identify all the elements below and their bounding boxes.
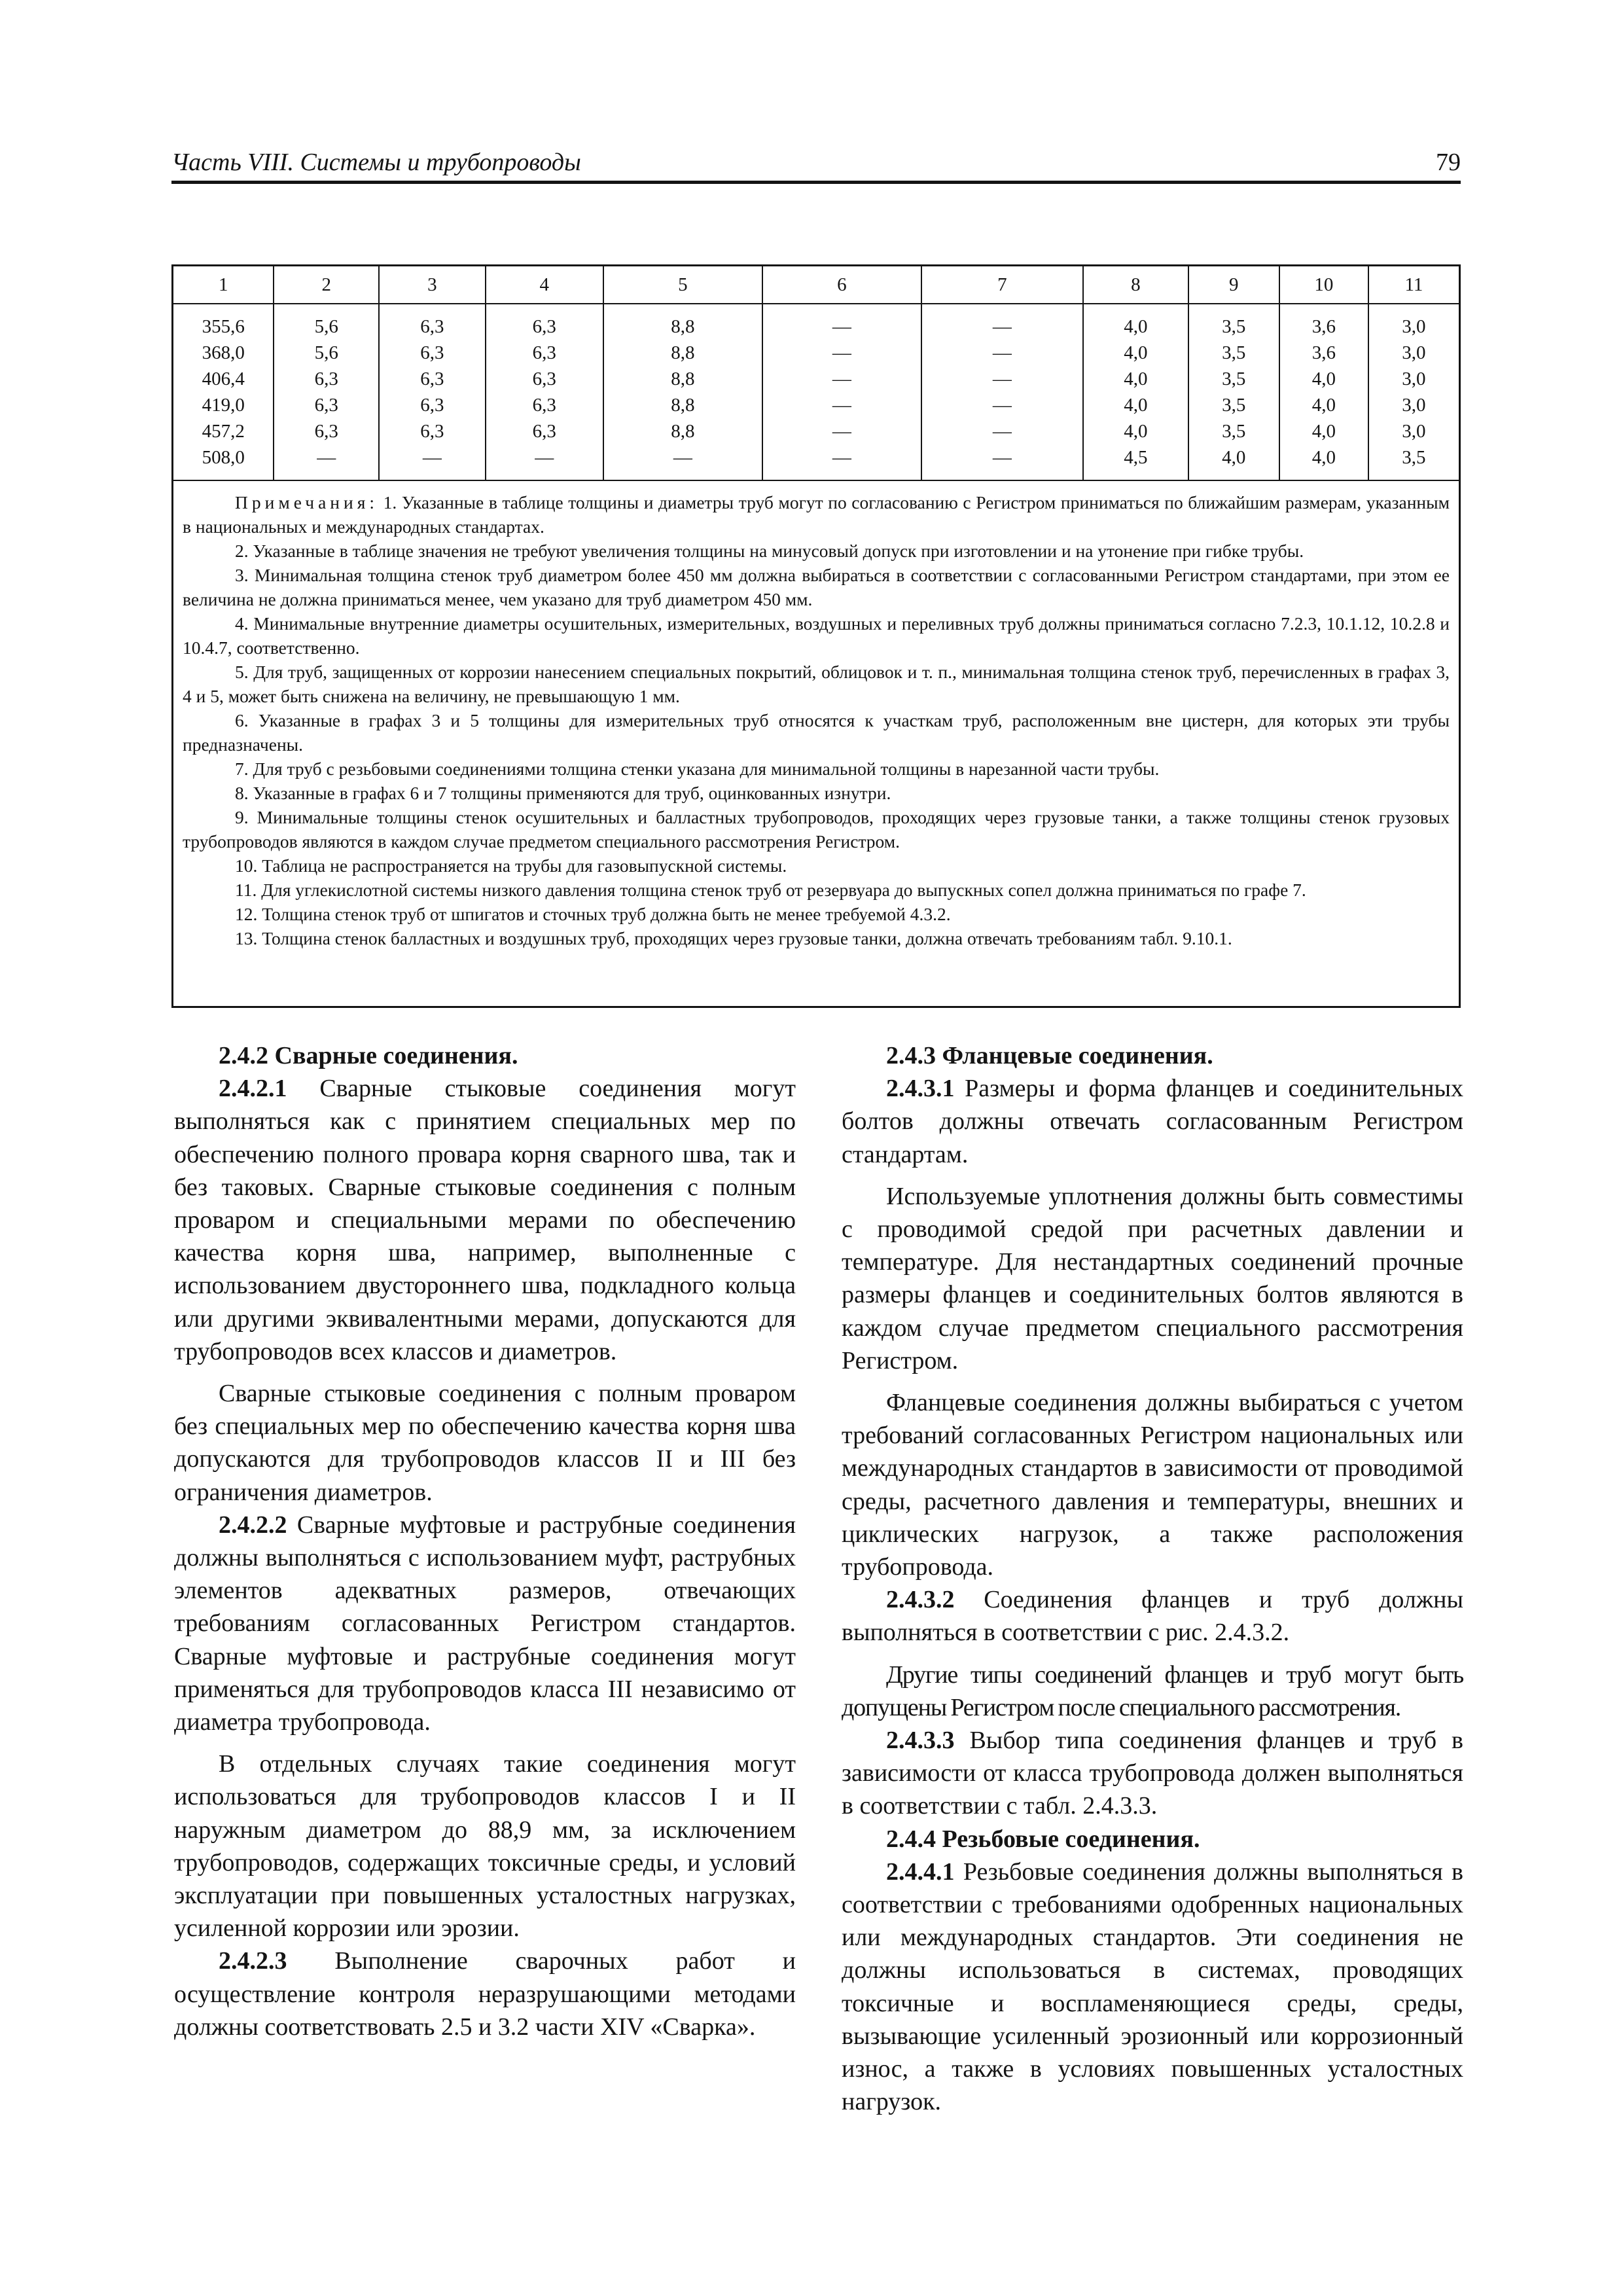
- table-cell: —: [317, 447, 336, 468]
- column-header-10: 10: [1279, 266, 1368, 304]
- table-cell: —: [992, 368, 1012, 389]
- note-text: 13. Толщина стенок балластных и воздушных труб, проходящих через грузовые танки, должна отвечать требованиям табл. 9.10.1.: [235, 928, 1232, 948]
- section-heading-2-4-4: 2.4.4 Резьбовые соединения.: [886, 1825, 1200, 1853]
- paragraph-text: Выполнение сварочных работ и осуществление контроля неразрушающими методами должны соответствовать 2.5 и 3.2 части XIV «Сварка».: [174, 1947, 796, 2041]
- paragraph-number: 2.4.2.3: [219, 1947, 287, 1975]
- paragraph: Используемые уплотнения должны быть совместимы с проводимой средой при расчетных давлении и температуре. Для нестандартных соединений прочные размеры фланцев и соединительных болтов являются в каждом случае предметом специального рассмотрения Регистром.: [842, 1182, 1463, 1374]
- column-cells-8: [1083, 304, 1188, 480]
- note-item: [183, 757, 1450, 781]
- column-cells-10: [1279, 304, 1368, 480]
- table-cell: —: [535, 447, 554, 468]
- table-cell: 6,3: [314, 368, 338, 389]
- table-notes: [173, 481, 1459, 950]
- paragraph-number: 2.4.3.2: [886, 1586, 955, 1614]
- table-cell: 6,3: [532, 395, 556, 416]
- paragraph-text: Резьбовые соединения должны выполняться в соответствии с требованиями одобренных национальных или международных стандартов. Эти соединения не должны использоваться в системах, проводящих токсичные и воспламеняющиеся среды, среды, вызывающие усиленный эрозионный или коррозионный износ, а также в условиях повышенных усталостных нагрузок.: [842, 1857, 1463, 2116]
- table-row: [173, 304, 1459, 480]
- paragraph-2-4-2-3: [174, 1945, 796, 2043]
- table-cell: —: [832, 342, 851, 363]
- paragraph-text: Размеры и форма фланцев и соединительных болтов должны отвечать согласованным Регистром стандартам.: [842, 1075, 1463, 1168]
- note-item: [183, 878, 1450, 902]
- column-cells-5: [603, 304, 762, 480]
- table-cell: 6,3: [532, 421, 556, 442]
- table-cell: 8,8: [671, 368, 695, 389]
- table-cell: 3,0: [1402, 421, 1426, 442]
- table-cell: —: [832, 447, 851, 468]
- table-cell: —: [992, 316, 1012, 337]
- column-header-7: 7: [921, 266, 1084, 304]
- table-cell: 8,8: [671, 421, 695, 442]
- paragraph-text: Сварные муфтовые и раструбные соединения должны выполняться с использованием муфт, раструбных элементов адекватных размеров, отвечающих требованиям согласованных Регистром стандартов. Сварные муфтовые и раструбные соединения могут применяться для трубопроводов класса III независимо от диаметра трубопровода.: [174, 1511, 796, 1736]
- column-cells-11: [1368, 304, 1459, 480]
- table-cell: 8,8: [671, 395, 695, 416]
- note-text: 11. Для углекислотной системы низкого давления толщина стенок труб от резервуара до выпускных сопел должна приниматься по графе 7.: [235, 880, 1306, 900]
- table-cell: 4,0: [1311, 447, 1336, 468]
- table-cell: 508,0: [202, 447, 245, 468]
- column-cells-1: [173, 304, 274, 480]
- table-cell: 5,6: [314, 316, 338, 337]
- table-cell: 3,5: [1222, 368, 1246, 389]
- note-text: 1. Указанные в таблице толщины и диаметры труб могут по согласованию с Регистром приниматься по ближайшим размерам, указанным в национальных и международных стандартах.: [183, 492, 1450, 537]
- data-table: [173, 266, 1459, 481]
- paragraph-number: 2.4.2.1: [219, 1075, 287, 1103]
- section-heading-2-4-3: 2.4.3 Фланцевые соединения.: [886, 1042, 1213, 1069]
- table-cell: —: [992, 342, 1012, 363]
- table-cell: —: [422, 447, 442, 468]
- table-cell: 4,0: [1311, 368, 1336, 389]
- note-item: [183, 563, 1450, 611]
- table-cell: 4,0: [1124, 421, 1148, 442]
- note-item: [183, 902, 1450, 926]
- table-cell: 6,3: [532, 342, 556, 363]
- note-item: [183, 805, 1450, 853]
- section-heading-2-4-2: 2.4.2 Сварные соединения.: [219, 1042, 518, 1069]
- note-text: 7. Для труб с резьбовыми соединениями толщина стенки указана для минимальной толщины в нарезанной части трубы.: [235, 759, 1160, 779]
- table-cell: —: [832, 368, 851, 389]
- paragraph-2-4-2-2: [174, 1509, 796, 1738]
- paragraph-number: 2.4.3.1: [886, 1075, 955, 1103]
- paragraph-2-4-2-1: [174, 1072, 796, 1368]
- table-cell: 4,0: [1124, 368, 1148, 389]
- table-cell: 4,0: [1124, 395, 1148, 416]
- paragraph: Сварные стыковые соединения с полным проваром без специальных мер по обеспечению качества корня шва допускаются для трубопроводов классов II и III без ограничения диаметров.: [174, 1380, 796, 1506]
- table-cell: 6,3: [420, 368, 444, 389]
- note-text: 2. Указанные в таблице значения не требуют увеличения толщины на минусовый допуск при изготовлении и на утонение при гибке трубы.: [235, 541, 1304, 561]
- note-item: [183, 853, 1450, 878]
- table-cell: —: [832, 395, 851, 416]
- table-cell: 368,0: [202, 342, 245, 363]
- table-cell: 4,0: [1311, 421, 1336, 442]
- page-header: [171, 143, 1461, 184]
- table-cell: 406,4: [202, 368, 245, 389]
- paragraph-text: Сварные стыковые соединения могут выполняться как с принятием специальных мер по обеспечению полного провара корня сварного шва, так и без таковых. Сварные стыковые соединения с полным проваром и специальными мерами по обеспечению качества корня шва, например, выполненные с использованием двустороннего шва, подкладного кольца или другими эквивалентными мерами, допускаются для трубопроводов всех классов и диаметров.: [174, 1075, 796, 1365]
- table-cell: 6,3: [314, 421, 338, 442]
- table-cell: —: [832, 316, 851, 337]
- note-item: [183, 708, 1450, 757]
- table-header-row: [173, 266, 1459, 304]
- table-cell: 3,5: [1402, 447, 1426, 468]
- table-cell: 5,6: [314, 342, 338, 363]
- note-text: 6. Указанные в графах 3 и 5 толщины для измерительных труб относятся к участкам труб, расположенным вне цистерн, для которых эти трубы предназначены.: [183, 710, 1450, 755]
- note-item: [183, 539, 1450, 563]
- paragraph-text: Соединения фланцев и труб должны выполняться в соответствии с рис. 2.4.3.2.: [842, 1586, 1463, 1647]
- column-header-4: 4: [486, 266, 603, 304]
- table-cell: 6,3: [532, 368, 556, 389]
- table-cell: 6,3: [532, 316, 556, 337]
- table-cell: 4,0: [1124, 342, 1148, 363]
- paragraph-2-4-4-1: [842, 1856, 1463, 2119]
- column-header-1: 1: [173, 266, 274, 304]
- table-cell: 6,3: [420, 395, 444, 416]
- note-text: 10. Таблица не распространяется на трубы для газовыпускной системы.: [235, 855, 787, 876]
- table-cell: 8,8: [671, 342, 695, 363]
- column-cells-3: [379, 304, 486, 480]
- column-header-2: 2: [274, 266, 379, 304]
- note-item: [183, 490, 1450, 539]
- column-header-6: 6: [762, 266, 921, 304]
- note-text: 12. Толщина стенок труб от шпигатов и сточных труб должна быть не менее требуемой 4.3.2.: [235, 904, 951, 924]
- table-cell: —: [673, 447, 692, 468]
- table-cell: 3,5: [1222, 395, 1246, 416]
- paragraph: В отдельных случаях такие соединения могут использоваться для трубопроводов классов I и II наружным диаметром до 88,9 мм, за исключением трубопроводов, содержащих токсичные среды, и условий эксплуатации при повышенных усталостных нагрузках, усиленной коррозии или эрозии.: [174, 1750, 796, 1943]
- paragraph-2-4-3-2: [842, 1583, 1463, 1649]
- column-cells-7: [921, 304, 1084, 480]
- table-cell: 4,0: [1311, 395, 1336, 416]
- paragraph-number: 2.4.2.2: [219, 1511, 287, 1539]
- table-cell: 419,0: [202, 395, 245, 416]
- paragraph-text: Выбор типа соединения фланцев и труб в зависимости от класса трубопровода должен выполняться в соответствии с табл. 2.4.3.3.: [842, 1727, 1463, 1820]
- running-title: Часть VIII. Системы и трубопроводы: [171, 149, 581, 176]
- table-cell: 457,2: [202, 421, 245, 442]
- table-cell: 4,5: [1124, 447, 1148, 468]
- table-cell: 6,3: [420, 342, 444, 363]
- column-cells-2: [274, 304, 379, 480]
- table-cell: 3,6: [1311, 342, 1336, 363]
- table-cell: 3,0: [1402, 316, 1426, 337]
- note-item: [183, 781, 1450, 805]
- paragraph-number: 2.4.4.1: [886, 1857, 955, 1886]
- table-cell: —: [992, 447, 1012, 468]
- paragraph-2-4-3-3: [842, 1724, 1463, 1823]
- thickness-table: [171, 264, 1461, 1008]
- paragraph-2-4-3-1: [842, 1072, 1463, 1171]
- paragraph-number: 2.4.3.3: [886, 1727, 955, 1755]
- note-text: 8. Указанные в графах 6 и 7 толщины применяются для труб, оцинкованных изнутри.: [235, 783, 891, 803]
- table-cell: —: [992, 421, 1012, 442]
- right-column: [842, 1039, 1463, 2119]
- paragraph: Фланцевые соединения должны выбираться с учетом требований согласованных Регистром национальных или международных стандартов в зависимости от проводимой среды, расчетного давления и температуры, внешних и циклических нагрузок, а также расположения трубопровода.: [842, 1389, 1463, 1581]
- table-cell: 3,5: [1222, 342, 1246, 363]
- table-cell: 355,6: [202, 316, 245, 337]
- note-item: [183, 926, 1450, 950]
- table-cell: 4,0: [1222, 447, 1246, 468]
- column-header-3: 3: [379, 266, 486, 304]
- table-cell: 6,3: [314, 395, 338, 416]
- note-item: [183, 660, 1450, 708]
- note-text: 3. Минимальная толщина стенок труб диаметром более 450 мм должна выбираться в соответствии с согласованными Регистром стандартами, при этом ее величина не должна приниматься менее, чем указано для труб диаметром 450 мм.: [183, 565, 1450, 609]
- table-cell: 3,5: [1222, 316, 1246, 337]
- table-cell: 3,5: [1222, 421, 1246, 442]
- table-cell: 3,6: [1311, 316, 1336, 337]
- paragraph: Другие типы соединений фланцев и труб могут быть допущены Регистром после специального рассмотрения.: [842, 1660, 1463, 1721]
- note-text: 9. Минимальные толщины стенок осушительных и балластных трубопроводов, проходящих через грузовые танки, а также толщины стенок грузовых трубопроводов являются в каждом случае предметом специального рассмотрения Регистром.: [183, 807, 1450, 852]
- table-cell: 3,0: [1402, 342, 1426, 363]
- table-cell: 6,3: [420, 421, 444, 442]
- table-cell: 3,0: [1402, 368, 1426, 389]
- column-cells-6: [762, 304, 921, 480]
- note-item: [183, 611, 1450, 660]
- notes-label: Примечания:: [235, 492, 379, 512]
- table-cell: 3,0: [1402, 395, 1426, 416]
- left-column: [174, 1039, 796, 2043]
- column-cells-9: [1188, 304, 1279, 480]
- page-number: 79: [1436, 149, 1461, 176]
- column-header-8: 8: [1083, 266, 1188, 304]
- table-cell: 8,8: [671, 316, 695, 337]
- table-cell: 4,0: [1124, 316, 1148, 337]
- note-text: 4. Минимальные внутренние диаметры осушительных, измерительных, воздушных и переливных труб должны приниматься согласно 7.2.3, 10.1.12, 10.2.8 и 10.4.7, соответственно.: [183, 613, 1450, 658]
- column-header-5: 5: [603, 266, 762, 304]
- table-cell: —: [992, 395, 1012, 416]
- column-header-11: 11: [1368, 266, 1459, 304]
- column-header-9: 9: [1188, 266, 1279, 304]
- table-cell: 6,3: [420, 316, 444, 337]
- note-text: 5. Для труб, защищенных от коррозии нанесением специальных покрытий, облицовок и т. п., минимальная толщина стенок труб, перечисленных в графах 3, 4 и 5, может быть снижена на величину, не превышающую 1 мм.: [183, 662, 1450, 706]
- column-cells-4: [486, 304, 603, 480]
- table-cell: —: [832, 421, 851, 442]
